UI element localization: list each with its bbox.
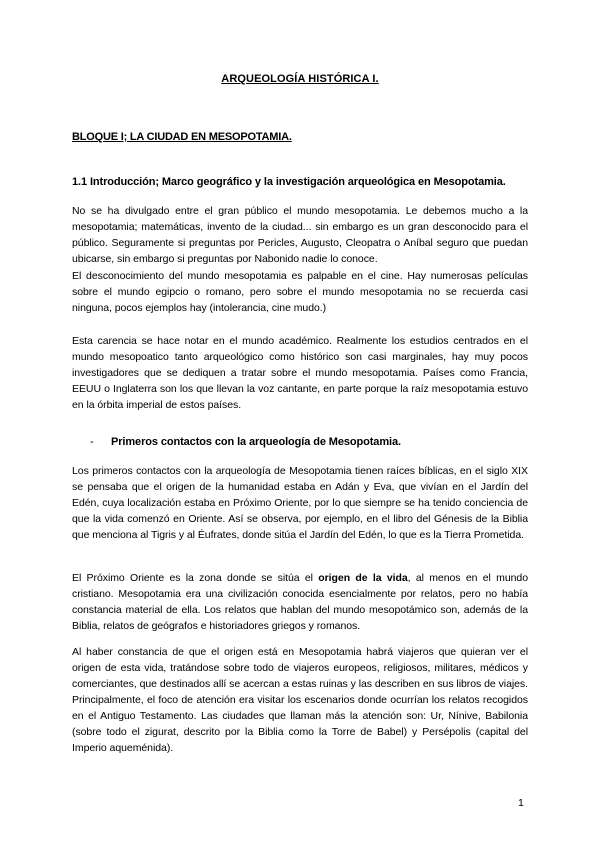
paragraph-intro: No se ha divulgado entre el gran público el mundo mesopotamia. Le debemos mucho a la mesopotamia; matemáticas, invento de la ciudad... sin embargo es un gran desconocido para el público. Seguramente si preguntas por Pericles, Augusto, Cleopatra o Aníbal seguro que puedan ubicarse, sin embargo si preguntas por Nabonido nadie lo conoce. [72,205,528,265]
paragraph-origin-text-before: El Próximo Oriente es la zona donde se sitúa el [72,572,319,584]
paragraph-travelers: Al haber constancia de que el origen está en Mesopotamia habrá viajeros que quieran ver el origen de esta vida, tratándose sobre todo de viajeros europeos, religiosos, militares, médicos y comerciantes, que destinados allí se acercan a estas ruinas y las describen en sus libros de viajes. Principalmente, el foco de atención era visitar los escenarios donde ocurrían los relatos recogidos en el Antiguo Testamento. Las ciudades que llaman más la atención son: Ur, Nínive, Babilonia (sobre todo el zigurat, descrito por la Biblia como la Torre de Babel) y Persépolis (capital del Imperio aqueménida). [72,646,528,754]
paragraph-cinema: El desconocimiento del mundo mesopotamia es palpable en el cine. Hay numerosas películas sobre el mundo egipcio o romano, pero sobre el mundo mesopotamia no se recuerda casi ninguna, pocos ejemplos hay (intolerancia, cine mudo.) [72,270,528,314]
bullet-heading [90,436,401,448]
document-title: ARQUEOLOGÍA HISTÓRICA I. [221,73,379,85]
section-heading: 1.1 Introducción; Marco geográfico y la investigación arqueológica en Mesopotamia. [72,176,506,188]
block-title: BLOQUE I; LA CIUDAD EN MESOPOTAMIA. [72,131,292,143]
bullet-heading-text: Primeros contactos con la arqueología de Mesopotamia. [111,436,401,448]
bullet-marker: - [90,436,94,448]
page-number: 1 [518,797,524,809]
paragraph-origin-of-life [72,570,528,634]
paragraph-origin-bold: origen de la vida [318,572,408,584]
paragraph-biblical-roots: Los primeros contactos con la arqueología de Mesopotamia tienen raíces bíblicas, en el siglo XIX se pensaba que el origen de la humanidad estaba en Adán y Eva, que vivían en el Jardín del Edén, cuya localización estaba en Próximo Oriente, por lo que siempre se ha tenido conciencia de que la vida comenzó en Oriente. Así se observa, por ejemplo, en el libro del Génesis de la Biblia que menciona al Tigris y al Éufrates, donde sitúa el Jardín del Edén, lo que es la Tierra Prometida. [72,465,528,541]
paragraph-origin-text-after: , al menos en el mundo cristiano. Mesopotamia era una civilización conocida esencialmente por relatos, pero no había constancia material de ella. Los relatos que hablan del mundo mesopotámico son, además de la Biblia, relatos de geógrafos e historiadores griegos y romanos. [72,572,528,632]
paragraph-academic: Esta carencia se hace notar en el mundo académico. Realmente los estudios centrados en el mundo mesopoatico tanto arqueológico como histórico son casi marginales, hay muy pocos investigadores que se dediquen a tratar sobre el mundo mesopotamia. Países como Francia, EEUU o Inglaterra son los que llevan la voz cantante, en parte porque la raíz mesopotamia estuvo en la órbita imperial de estos países. [72,335,528,411]
